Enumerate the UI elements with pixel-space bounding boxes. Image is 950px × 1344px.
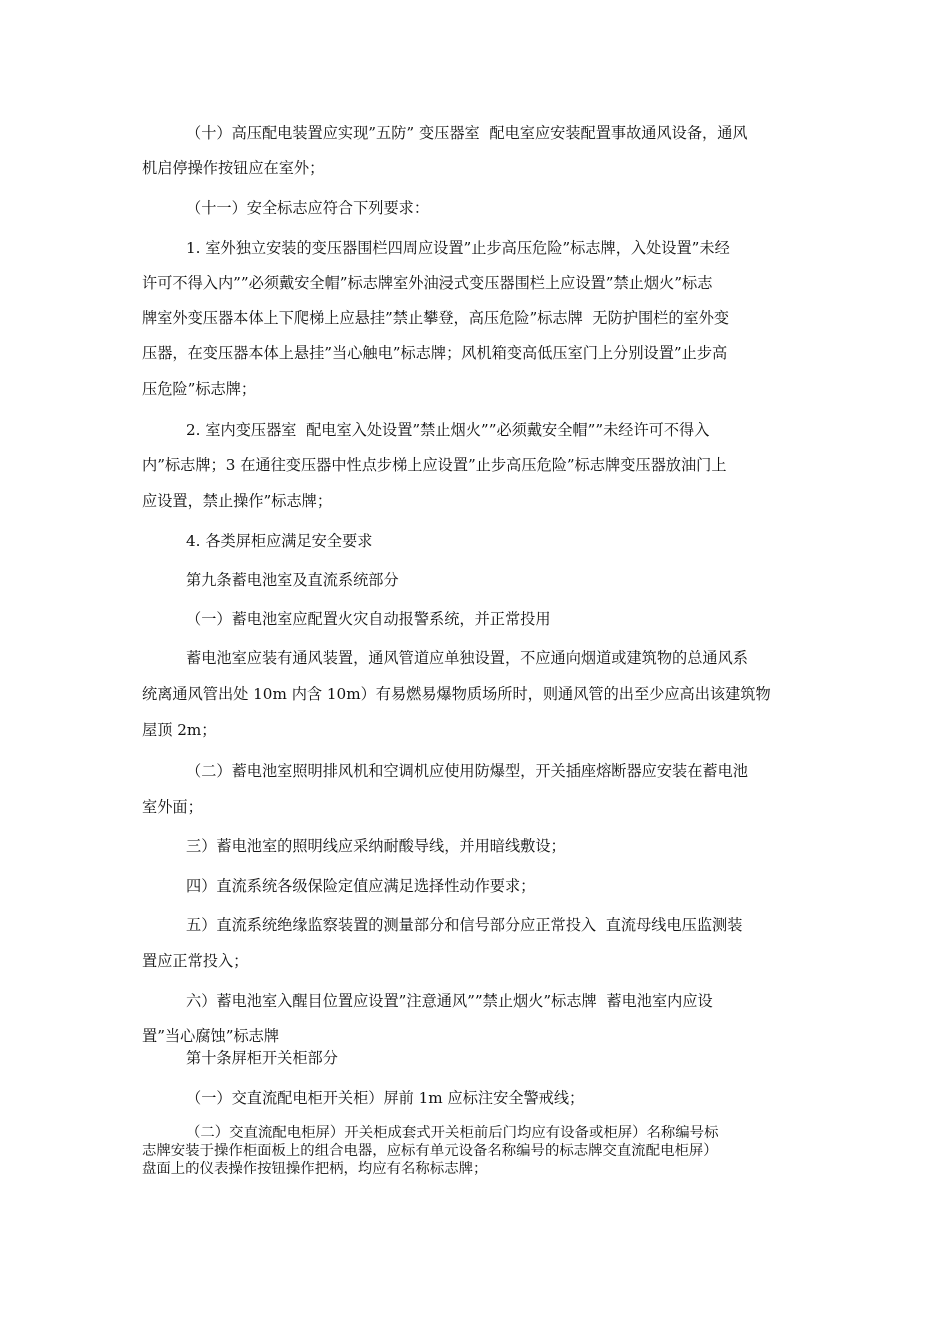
text-line: 置”当心腐蚀”标志牌 — [142, 1027, 280, 1045]
text-line: 牌室外变压器本体上下爬梯上应悬挂”禁止攀登，高压危险”标志牌 无防护围栏的室外变 — [142, 309, 730, 327]
text-line: 室外面； — [142, 798, 203, 816]
text-line: 置应正常投入； — [142, 952, 249, 970]
text-line: （十）高压配电装置应实现”五防” 变压器室 配电室应安装配置事故通风设备，通风 — [186, 124, 748, 142]
text-line: 1. 室外独立安装的变压器围栏四周应设置”止步高压危险”标志牌，入处设置”未经 — [186, 239, 730, 257]
text-line: 蓄电池室应装有通风装置，通风管道应单独设置，不应通向烟道或建筑物的总通风系 — [186, 649, 748, 667]
text-line: （一）交直流配电柜开关柜）屏前 1m 应标注安全警戒线； — [186, 1089, 585, 1107]
text-line: 六）蓄电池室入醒目位置应设置”注意通风””禁止烟火”标志牌 蓄电池室内应设 — [186, 992, 713, 1010]
text-line: 压器，在变压器本体上悬挂”当心触电”标志牌；风机箱变高低压室门上分别设置”止步高 — [142, 344, 728, 362]
section-heading: 第十条屏柜开关柜部分 — [186, 1049, 338, 1067]
text-line: （一）蓄电池室应配置火灾自动报警系统，并正常投用 — [186, 610, 551, 628]
text-line: 4. 各类屏柜应满足安全要求 — [186, 532, 373, 550]
text-line: （二）蓄电池室照明排风机和空调机应使用防爆型，开关插座熔断器应安装在蓄电池 — [186, 762, 748, 780]
text-line: 内”标志牌；3 在通往变压器中性点步梯上应设置”止步高压危险”标志牌变压器放油门上 — [142, 456, 727, 474]
text-line: 四）直流系统各级保险定值应满足选择性动作要求； — [186, 877, 536, 895]
text-line: 五）直流系统绝缘监察装置的测量部分和信号部分应正常投入 直流母线电压监测装 — [186, 916, 743, 934]
text-line: 应设置，禁止操作”标志牌； — [142, 492, 333, 510]
text-line: （十一）安全标志应符合下列要求： — [186, 199, 429, 217]
text-line: 压危险”标志牌； — [142, 380, 257, 398]
text-line: 机启停操作按钮应在室外； — [142, 159, 325, 177]
text-line: 盘面上的仪表操作按钮操作把柄，均应有名称标志牌； — [142, 1161, 488, 1177]
text-line: （二）交直流配电柜屏）开关柜成套式开关柜前后门均应有设备或柜屏）名称编号标 — [186, 1125, 719, 1141]
section-heading: 第九条蓄电池室及直流系统部分 — [186, 571, 399, 589]
text-line: 三）蓄电池室的照明线应采纳耐酸导线，并用暗线敷设； — [186, 837, 566, 855]
text-line: 2. 室内变压器室 配电室入处设置”禁止烟火””必须戴安全帽””未经许可不得入 — [186, 421, 710, 439]
text-line: 志牌安装于操作柜面板上的组合电器，应标有单元设备名称编号的标志牌交直流配电柜屏） — [142, 1143, 718, 1159]
text-line: 屋顶 2m； — [142, 721, 217, 739]
text-line: 统离通风管出处 10m 内含 10m）有易燃易爆物质场所时，则通风管的出至少应高出该建筑物 — [142, 685, 771, 703]
text-line: 许可不得入内””必须戴安全帽”标志牌室外油浸式变压器围栏上应设置”禁止烟火”标志 — [142, 274, 713, 292]
